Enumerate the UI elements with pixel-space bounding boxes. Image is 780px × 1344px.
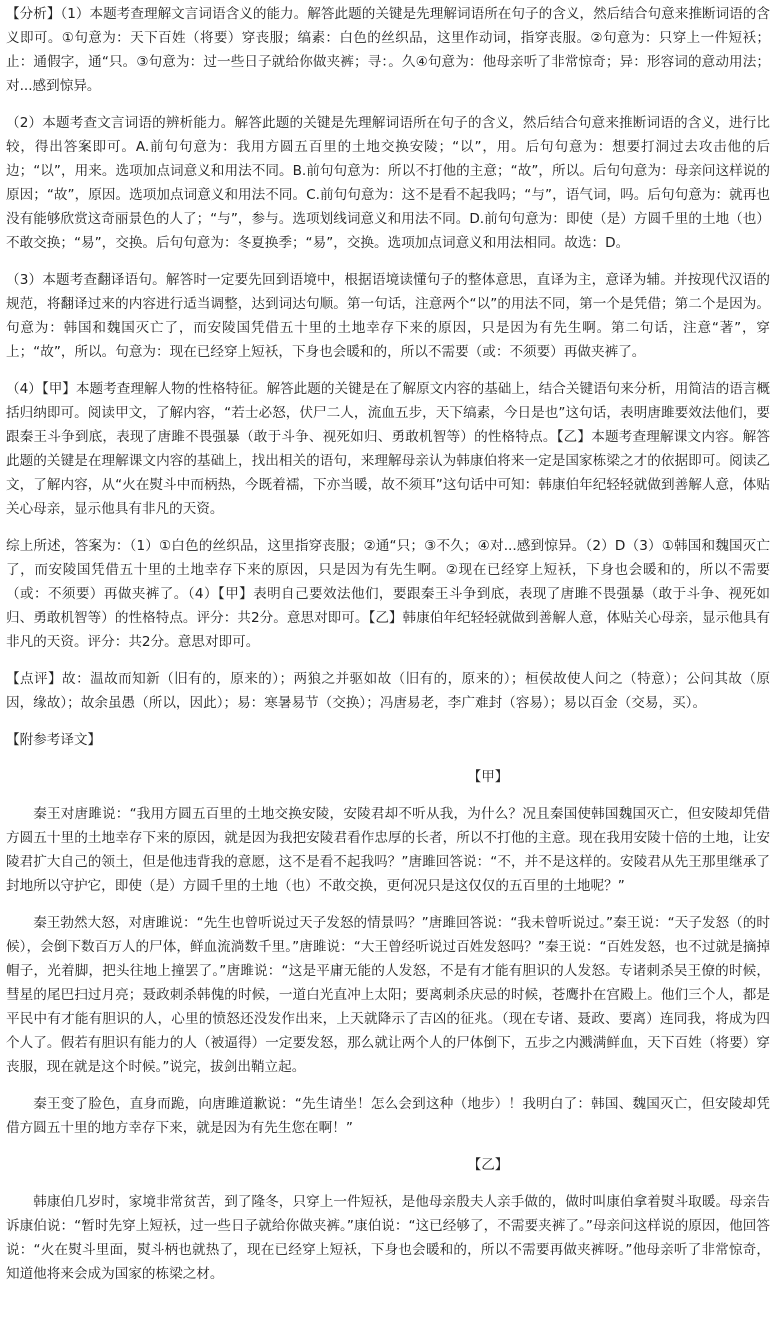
analysis-paragraph-3: （3）本题考查翻译语句。解答时一定要先回到语境中，根据语境读懂句子的整体意思，直译为主，意译为辅。并按现代汉语的规范，将翻译过来的内容进行适当调整，达到词达句顺。第一句话，注意两个“以”的用法不同，第一个是凭借；第二个是因为。句意为：韩国和魏国灭亡了，而安陵国凭借五十里的土地幸存下来的原因，只是因为有先生啊。第二句话，注意“著”，穿上；“故”，所以。句意为：现在已经穿上短袄，下身也会暖和的，所以不需要（或：不须要）再做夹裤了。 [6, 272, 770, 360]
analysis-paragraph-4: （4）【甲】本题考查理解人物的性格特征。解答此题的关键是在了解原文内容的基础上，结合关键语句来分析，用简洁的语言概括归纳即可。阅读甲文，了解内容，“若士必怒，伏尸二人，流血五步，天下缟素，今日是也”这句话，表明唐雎要效法他们，要跟秦王斗争到底，表现了唐雎不畏强暴（敢于斗争、视死如归、勇敢机智等）的性格特点。【乙】本题考查理解课文内容。解答此题的关键是在理解课文内容的基础上，找出相关的语句，来理解母亲认为韩康伯将来一定是国家栋梁之才的依据即可。阅读乙文，了解内容，从“火在熨斗中而柄热，今既着襦，下亦当暖，故不须耳”这句话中可知：韩康伯年纪轻轻就做到善解人意，体贴关心母亲，显示他具有非凡的天资。 [6, 381, 770, 517]
answer-summary: 综上所述，答案为：（1）①白色的丝织品，这里指穿丧服；②通“只；③不久；④对...感到惊异。（2）D（3）①韩国和魏国灭亡了，而安陵国凭借五十里的土地幸存下来的原因，只是因为有先生啊。②现在已经穿上短袄，下身也会暖和的，所以不需要（或：不须要）再做夹裤了。（4）【甲】表明自己要效法他们，要跟秦王斗争到底，表现了唐雎不畏强暴（敢于斗争、视死如归、勇敢机智等）的性格特点。评分：共2分。意思对即可。【乙】韩康伯年纪轻轻就做到善解人意，体贴关心母亲，显示他具有非凡的天资。评分：共2分。意思对即可。 [6, 538, 770, 650]
analysis-paragraph-1: 【分析】（1）本题考查理解文言词语含义的能力。解答此题的关键是先理解词语所在句子的含义，然后结合句意来推断词语的含义即可。①句意为：天下百姓（将要）穿丧服；缟素：白色的丝织品，这里作动词，指穿丧服。②句意为：只穿上一件短袄；止：通假字，通“只。③句意为：过一些日子就给你做夹裤；寻：。久④句意为：他母亲听了非常惊奇；异：形容词的意动用法；对...感到惊异。 [6, 6, 770, 94]
translation-jia-2: 秦王勃然大怒，对唐雎说：“先生也曾听说过天子发怒的情景吗？”唐雎回答说：“我未曾听说过。”秦王说：“天子发怒（的时候），会倒下数百万人的尸体，鲜血流淌数千里。”唐雎说：“大王曾经听说过百姓发怒吗？”秦王说：“百姓发怒，也不过就是摘掉帽子，光着脚，把头往地上撞罢了。”唐雎说：“这是平庸无能的人发怒，不是有才能有胆识的人发怒。专诸刺杀吴王僚的时候，彗星的尾巴扫过月亮；聂政刺杀韩傀的时候，一道白光直冲上太阳；要离刺杀庆忌的时候，苍鹰扑在宫殿上。他们三个人，都是平民中有才能有胆识的人，心里的愤怒还没发作出来，上天就降示了吉凶的征兆。（现在专诸、聂政、要离）连同我，将成为四个人了。假若有胆识有能力的人（被逼得）一定要发怒，那么就让两个人的尸体倒下，五步之内溅满鲜血，天下百姓（将要）穿丧服，现在就是这个时候。”说完，拔剑出鞘立起。 [6, 915, 770, 1075]
section-yi-label: 【乙】 [467, 1157, 509, 1173]
translation-jia-1: 秦王对唐雎说：“我用方圆五百里的土地交换安陵，安陵君却不听从我，为什么？况且秦国使韩国魏国灭亡，但安陵却凭借方圆五十里的土地幸存下来的原因，就是因为我把安陵君看作忠厚的长者，所以不打他的主意。现在我用安陵十倍的土地，让安陵君扩大自己的领土，但是他违背我的意愿，这不是看不起我吗？”唐雎回答说：“不，并不是这样的。安陵君从先王那里继承了封地所以守护它，即使（是）方圆千里的土地（也）不敢交换，更何况只是这仅仅的五百里的土地呢？” [6, 806, 770, 894]
reference-translation-title: 【附参考译文】 [6, 732, 102, 748]
analysis-paragraph-2: （2）本题考查文言词语的辨析能力。解答此题的关键是先理解词语所在句子的含义，然后结合句意来推断词语的含义，进行比较，得出答案即可。A.前句句意为：我用方圆五百里的土地交换安陵；“以”，用。后句句意为：想要打洞过去攻击他的后边；“以”，用来。选项加点词意义和用法不同。B.前句句意为：所以不打他的主意；“故”，所以。后句句意为：母亲问这样说的原因；“故”，原因。选项加点词意义和用法不同。C.前句句意为：这不是看不起我吗；“与”，语气词，吗。后句句意为：就再也没有能够欣赏这奇丽景色的人了；“与”，参与。选项划线词意义和用法不同。D.前句句意为：即使（是）方圆千里的土地（也）不敢交换；“易”，交换。后句句意为：冬夏换季；“易”，交换。选项加点词意义和用法相同。故选：D。 [6, 115, 770, 251]
translation-jia-3: 秦王变了脸色，直身而跪，向唐雎道歉说：“先生请坐！怎么会到这种（地步）！我明白了：韩国、魏国灭亡，但安陵却凭借方圆五十里的地方幸存下来，就是因为有先生您在啊！” [6, 1096, 770, 1136]
section-jia-label: 【甲】 [467, 769, 509, 785]
comment-paragraph: 【点评】故：温故而知新（旧有的，原来的）；两狼之并驱如故（旧有的，原来的）；桓侯故使人问之（特意）；公问其故（原因，缘故）；故余虽愚（所以，因此）；易：寒暑易节（交换）；冯唐易老，李广难封（容易）；易以百金（交易，买）。 [6, 671, 770, 711]
translation-yi-1: 韩康伯几岁时，家境非常贫苦，到了隆冬，只穿上一件短袄，是他母亲殷夫人亲手做的，做时叫康伯拿着熨斗取暖。母亲告诉康伯说：“暂时先穿上短袄，过一些日子就给你做夹裤。”康伯说：“这已经够了，不需要夹裤了。”母亲问这样说的原因，他回答说：“火在熨斗里面，熨斗柄也就热了，现在已经穿上短袄，下身也会暖和的，所以不需要再做夹裤呀。”他母亲听了非常惊奇，知道他将来会成为国家的栋梁之材。 [6, 1194, 770, 1282]
